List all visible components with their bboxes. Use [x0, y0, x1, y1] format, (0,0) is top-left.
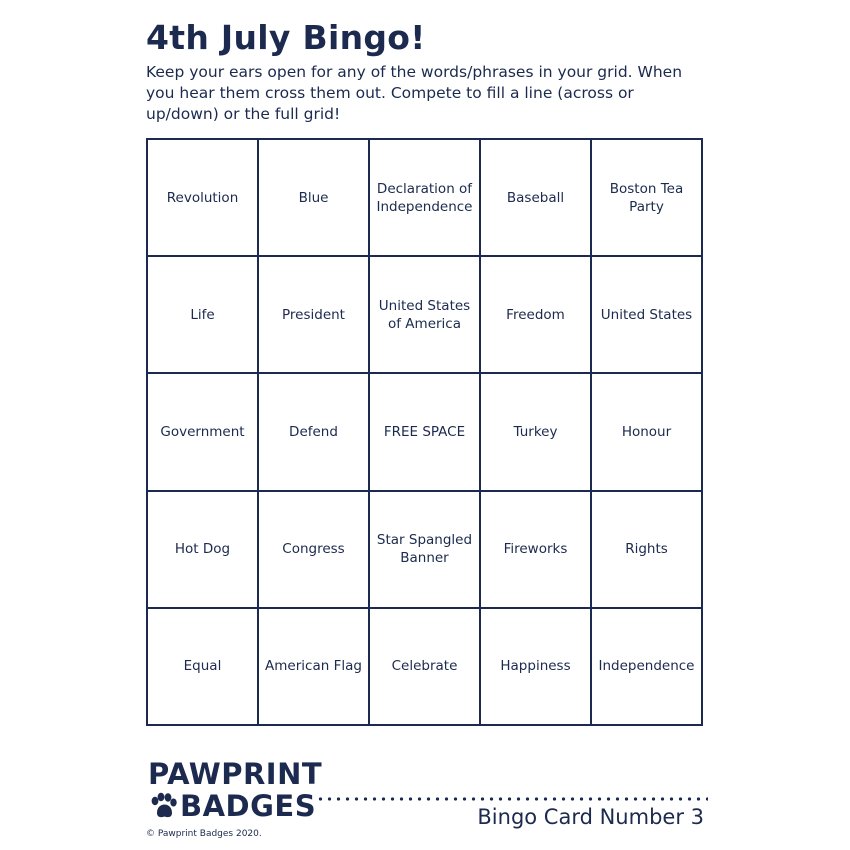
bingo-cell[interactable]	[481, 374, 592, 491]
bingo-cell-label: Star Spangled Banner	[376, 532, 473, 567]
bingo-cell-label: Equal	[183, 658, 222, 675]
paw-icon	[148, 791, 178, 821]
bingo-cell-label: Fireworks	[503, 541, 568, 558]
bingo-grid	[146, 138, 703, 726]
bingo-cell[interactable]	[259, 140, 370, 257]
bingo-cell-label: Honour	[621, 423, 672, 440]
bingo-cell-label: Rights	[625, 541, 668, 558]
bingo-cell[interactable]	[481, 609, 592, 726]
free-space-cell[interactable]	[370, 374, 481, 491]
bingo-cell[interactable]	[592, 374, 703, 491]
bingo-cell-label: President	[282, 306, 345, 323]
bingo-cell-label: Life	[190, 306, 215, 323]
bingo-cell-label: Celebrate	[391, 658, 458, 675]
dotted-divider	[316, 797, 708, 801]
logo-line2-row	[148, 790, 322, 822]
bingo-cell-label: FREE SPACE	[383, 423, 466, 440]
page-title: 4th July Bingo!	[146, 18, 426, 57]
bingo-cell-label: Boston Tea Party	[609, 180, 684, 215]
bingo-cell-label: Independence	[598, 658, 695, 675]
bingo-cell[interactable]	[481, 140, 592, 257]
bingo-cell[interactable]	[148, 140, 259, 257]
bingo-cell[interactable]	[592, 140, 703, 257]
bingo-cell[interactable]	[148, 492, 259, 609]
copyright-text: © Pawprint Badges 2020.	[146, 829, 262, 839]
bingo-cell-label: Turkey	[513, 423, 558, 440]
card-number-label: Bingo Card Number 3	[477, 805, 704, 829]
bingo-cell[interactable]	[148, 374, 259, 491]
bingo-cell[interactable]	[259, 374, 370, 491]
bingo-cell-label: Government	[160, 423, 245, 440]
bingo-cell-label: Blue	[298, 189, 329, 206]
bingo-cell[interactable]	[481, 492, 592, 609]
bingo-cell[interactable]	[148, 257, 259, 374]
logo-line1: PAWPRINT	[148, 757, 323, 791]
bingo-cell-label: United States	[600, 306, 693, 323]
bingo-cell-label: Defend	[289, 423, 338, 440]
bingo-cell[interactable]	[370, 609, 481, 726]
pawprint-badges-logo	[148, 758, 322, 822]
bingo-cell[interactable]	[259, 257, 370, 374]
bingo-cell-label: Freedom	[506, 306, 565, 323]
bingo-cell[interactable]	[259, 609, 370, 726]
bingo-cell[interactable]	[592, 257, 703, 374]
instructions-text: Keep your ears open for any of the words/phrases in your grid. When you hear them cross them out. Compete to fill a line (across or up/down) or the full grid!	[146, 63, 683, 123]
bingo-cell[interactable]	[592, 492, 703, 609]
bingo-cell-label: Hot Dog	[174, 541, 231, 558]
bingo-cell[interactable]	[148, 609, 259, 726]
bingo-cell-label: Happiness	[500, 658, 571, 675]
bingo-cell[interactable]	[370, 257, 481, 374]
bingo-cell[interactable]	[592, 609, 703, 726]
bingo-cell-label: Revolution	[166, 189, 239, 206]
bingo-cell[interactable]	[370, 140, 481, 257]
bingo-cell-label: American Flag	[265, 658, 362, 675]
bingo-cell-label: Declaration of Independence	[376, 180, 473, 215]
bingo-cell[interactable]	[481, 257, 592, 374]
bingo-cell[interactable]	[259, 492, 370, 609]
bingo-cell-label: United States of America	[378, 297, 471, 332]
bingo-cell-label: Congress	[282, 541, 345, 558]
bingo-cell[interactable]	[370, 492, 481, 609]
bingo-cell-label: Baseball	[506, 189, 565, 206]
logo-line2: BADGES	[180, 789, 317, 823]
